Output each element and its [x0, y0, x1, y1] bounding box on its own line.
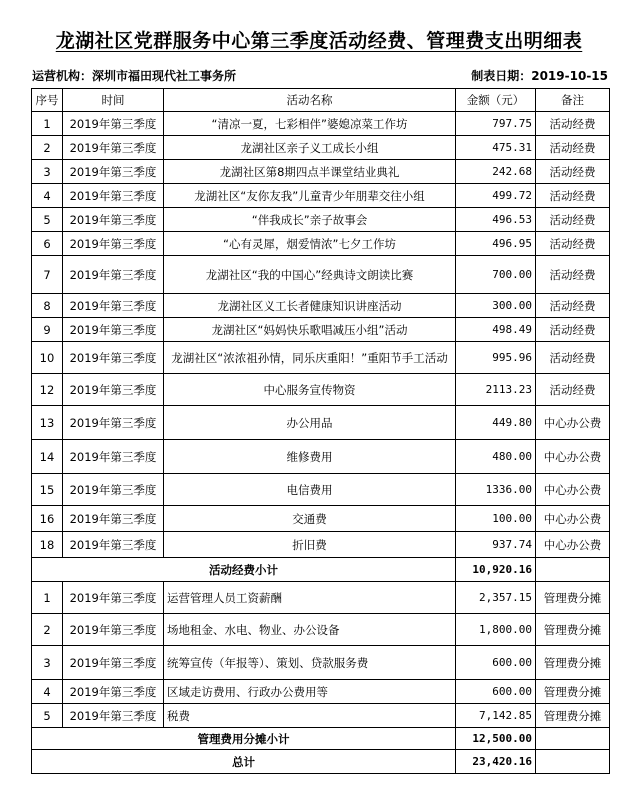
row-amount: 496.95	[456, 232, 536, 256]
total-row	[32, 750, 610, 774]
table-row	[32, 474, 610, 506]
row-no: 5	[32, 208, 63, 232]
row-time: 2019年第三季度	[63, 582, 164, 614]
table-row	[32, 406, 610, 440]
row-no: 9	[32, 318, 63, 342]
row-time: 2019年第三季度	[63, 208, 164, 232]
row-activity-name: 龙湖社区“友你友我”儿童青少年朋辈交往小组	[164, 184, 456, 208]
header-activity: 活动名称	[164, 89, 456, 112]
expense-table	[31, 88, 610, 774]
row-no: 8	[32, 294, 63, 318]
row-note: 活动经费	[536, 112, 610, 136]
table-row	[32, 582, 610, 614]
row-time: 2019年第三季度	[63, 374, 164, 406]
row-activity-name: 龙湖社区亲子义工成长小组	[164, 136, 456, 160]
activity-subtotal-row-amount: 10,920.16	[456, 558, 536, 582]
row-time: 2019年第三季度	[63, 318, 164, 342]
row-activity-name: 统筹宣传（年报等）、策划、贷款服务费	[164, 646, 456, 680]
activity-subtotal-row-label: 活动经费小计	[32, 558, 456, 582]
row-time: 2019年第三季度	[63, 136, 164, 160]
row-time: 2019年第三季度	[63, 646, 164, 680]
row-note: 中心办公费	[536, 440, 610, 474]
table-row	[32, 294, 610, 318]
row-time: 2019年第三季度	[63, 184, 164, 208]
row-amount: 496.53	[456, 208, 536, 232]
total-row-label: 总计	[32, 750, 456, 774]
row-amount: 300.00	[456, 294, 536, 318]
row-activity-name: 龙湖社区“妈妈快乐歌唱减压小组”活动	[164, 318, 456, 342]
table-row	[32, 680, 610, 704]
row-note: 管理费分摊	[536, 680, 610, 704]
row-activity-name: 办公用品	[164, 406, 456, 440]
row-note: 活动经费	[536, 374, 610, 406]
row-time: 2019年第三季度	[63, 256, 164, 294]
row-no: 18	[32, 532, 63, 558]
mgmt-subtotal-row-label: 管理费用分摊小计	[32, 728, 456, 750]
table-row	[32, 374, 610, 406]
row-no: 3	[32, 646, 63, 680]
row-activity-name: 维修费用	[164, 440, 456, 474]
row-time: 2019年第三季度	[63, 474, 164, 506]
row-no: 7	[32, 256, 63, 294]
table-row	[32, 440, 610, 474]
row-note: 活动经费	[536, 256, 610, 294]
row-activity-name: 电信费用	[164, 474, 456, 506]
row-note: 活动经费	[536, 208, 610, 232]
header-no: 序号	[32, 89, 63, 112]
mgmt-subtotal-row-note	[536, 728, 610, 750]
row-activity-name: 区域走访费用、行政办公费用等	[164, 680, 456, 704]
table-row	[32, 256, 610, 294]
row-note: 活动经费	[536, 342, 610, 374]
row-no: 10	[32, 342, 63, 374]
date-label: 制表日期：2019-10-15	[471, 69, 608, 83]
row-note: 管理费分摊	[536, 582, 610, 614]
row-note: 管理费分摊	[536, 614, 610, 646]
header-note: 备注	[536, 89, 610, 112]
row-time: 2019年第三季度	[63, 440, 164, 474]
header-row	[32, 89, 610, 112]
row-time: 2019年第三季度	[63, 506, 164, 532]
row-note: 活动经费	[536, 232, 610, 256]
row-no: 3	[32, 160, 63, 184]
row-note: 活动经费	[536, 184, 610, 208]
row-amount: 2113.23	[456, 374, 536, 406]
row-no: 4	[32, 184, 63, 208]
mgmt-subtotal-row	[32, 728, 610, 750]
row-amount: 242.68	[456, 160, 536, 184]
row-time: 2019年第三季度	[63, 112, 164, 136]
row-time: 2019年第三季度	[63, 342, 164, 374]
row-amount: 797.75	[456, 112, 536, 136]
row-amount: 7,142.85	[456, 704, 536, 728]
row-time: 2019年第三季度	[63, 614, 164, 646]
row-amount: 449.80	[456, 406, 536, 440]
row-activity-name: 龙湖社区“浓浓祖孙情，同乐庆重阳！”重阳节手工活动	[164, 342, 456, 374]
row-activity-name: 交通费	[164, 506, 456, 532]
row-time: 2019年第三季度	[63, 406, 164, 440]
row-no: 6	[32, 232, 63, 256]
activity-subtotal-row	[32, 558, 610, 582]
header-amount: 金额（元）	[456, 89, 536, 112]
row-activity-name: 运营管理人员工资薪酬	[164, 582, 456, 614]
row-activity-name: 场地租金、水电、物业、办公设备	[164, 614, 456, 646]
row-no: 15	[32, 474, 63, 506]
row-activity-name: 龙湖社区“我的中国心”经典诗文朗读比赛	[164, 256, 456, 294]
table-row	[32, 112, 610, 136]
row-activity-name: 龙湖社区第8期四点半课堂结业典礼	[164, 160, 456, 184]
row-time: 2019年第三季度	[63, 294, 164, 318]
row-no: 12	[32, 374, 63, 406]
row-note: 中心办公费	[536, 406, 610, 440]
row-activity-name: 龙湖社区义工长者健康知识讲座活动	[164, 294, 456, 318]
table-row	[32, 646, 610, 680]
total-row-amount: 23,420.16	[456, 750, 536, 774]
row-note: 活动经费	[536, 136, 610, 160]
row-no: 2	[32, 136, 63, 160]
row-no: 1	[32, 112, 63, 136]
table-row	[32, 136, 610, 160]
table-row	[32, 342, 610, 374]
table-row	[32, 506, 610, 532]
row-time: 2019年第三季度	[63, 680, 164, 704]
row-note: 中心办公费	[536, 506, 610, 532]
table-row	[32, 184, 610, 208]
row-no: 1	[32, 582, 63, 614]
row-note: 管理费分摊	[536, 704, 610, 728]
row-amount: 2,357.15	[456, 582, 536, 614]
row-no: 16	[32, 506, 63, 532]
operator-label: 运营机构：深圳市福田现代社工事务所	[32, 69, 237, 83]
row-activity-name: “心有灵犀，烟爱情浓”七夕工作坊	[164, 232, 456, 256]
row-amount: 600.00	[456, 646, 536, 680]
row-amount: 600.00	[456, 680, 536, 704]
table-row	[32, 704, 610, 728]
row-amount: 498.49	[456, 318, 536, 342]
row-amount: 937.74	[456, 532, 536, 558]
row-amount: 700.00	[456, 256, 536, 294]
row-amount: 480.00	[456, 440, 536, 474]
row-activity-name: “伴我成长”亲子故事会	[164, 208, 456, 232]
row-activity-name: 税费	[164, 704, 456, 728]
table-row	[32, 318, 610, 342]
document-title: 龙湖社区党群服务中心第三季度活动经费、管理费支出明细表	[55, 30, 583, 52]
row-time: 2019年第三季度	[63, 704, 164, 728]
table-row	[32, 532, 610, 558]
row-time: 2019年第三季度	[63, 232, 164, 256]
row-no: 2	[32, 614, 63, 646]
table-row	[32, 160, 610, 184]
row-note: 活动经费	[536, 160, 610, 184]
row-amount: 995.96	[456, 342, 536, 374]
row-note: 活动经费	[536, 294, 610, 318]
row-no: 4	[32, 680, 63, 704]
row-activity-name: “清凉一夏，七彩相伴”婆媳凉菜工作坊	[164, 112, 456, 136]
row-no: 5	[32, 704, 63, 728]
row-amount: 100.00	[456, 506, 536, 532]
row-amount: 1,800.00	[456, 614, 536, 646]
table-row	[32, 614, 610, 646]
mgmt-subtotal-row-amount: 12,500.00	[456, 728, 536, 750]
row-amount: 475.31	[456, 136, 536, 160]
row-time: 2019年第三季度	[63, 160, 164, 184]
activity-subtotal-row-note	[536, 558, 610, 582]
row-amount: 1336.00	[456, 474, 536, 506]
row-amount: 499.72	[456, 184, 536, 208]
row-time: 2019年第三季度	[63, 532, 164, 558]
row-no: 14	[32, 440, 63, 474]
row-note: 管理费分摊	[536, 646, 610, 680]
row-activity-name: 中心服务宣传物资	[164, 374, 456, 406]
total-row-note	[536, 750, 610, 774]
table-row	[32, 208, 610, 232]
row-note: 中心办公费	[536, 474, 610, 506]
row-note: 活动经费	[536, 318, 610, 342]
header-time: 时间	[63, 89, 164, 112]
row-activity-name: 折旧费	[164, 532, 456, 558]
row-note: 中心办公费	[536, 532, 610, 558]
row-no: 13	[32, 406, 63, 440]
table-row	[32, 232, 610, 256]
